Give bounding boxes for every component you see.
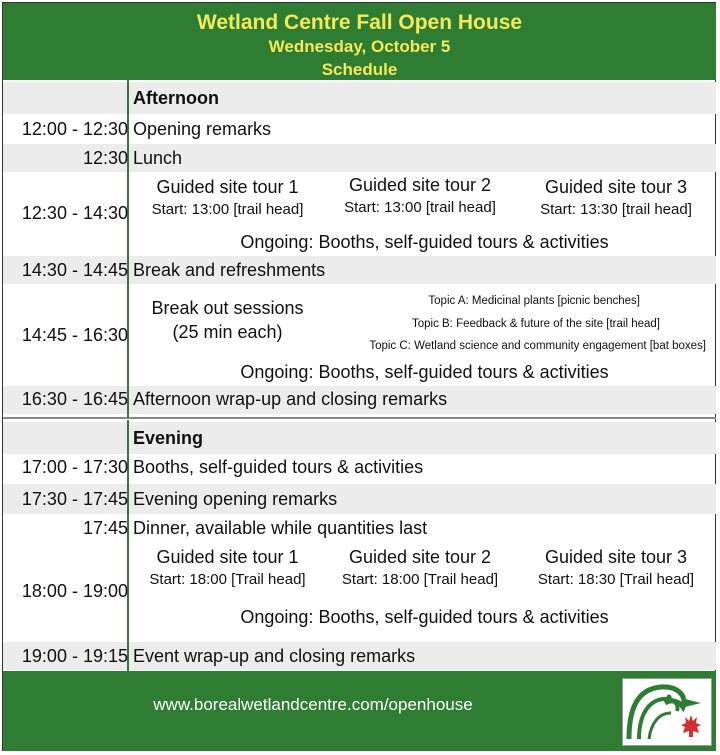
time-cell: 17:30 - 17:45 xyxy=(21,489,128,509)
tour-name: Guided site tour 3 xyxy=(544,177,688,197)
afternoon-header-row xyxy=(3,82,716,114)
time-cell: 14:45 - 16:30 xyxy=(21,325,128,345)
time-cell: 19:00 - 19:15 xyxy=(21,646,128,666)
schedule-header xyxy=(3,3,716,80)
tour-start: Start: 18:00 [Trail head] xyxy=(341,571,499,588)
tour-name: Guided site tour 2 xyxy=(348,547,492,567)
schedule-subtitle: Schedule xyxy=(321,60,398,79)
ongoing-note: Ongoing: Booths, self-guided tours & activities xyxy=(240,232,609,252)
tour-item xyxy=(526,547,706,588)
tour-name: Guided site tour 3 xyxy=(544,547,688,567)
tour-name: Guided site tour 2 xyxy=(348,175,492,195)
breakout-title xyxy=(140,296,315,344)
tour-start: Start: 18:30 [Trail head] xyxy=(537,571,695,588)
logo-graphic xyxy=(623,679,711,745)
breakout-line: (25 min each) xyxy=(172,322,283,342)
time-cell: 16:30 - 16:45 xyxy=(21,389,128,409)
activity-cell: Lunch xyxy=(133,148,183,168)
tour-start: Start: 13:00 [trail head] xyxy=(151,201,304,218)
section-title-afternoon: Afternoon xyxy=(133,88,219,108)
topic-item: Topic C: Wetland science and community engagement [bat boxes] xyxy=(369,340,706,352)
website-link[interactable]: www.borealwetlandcentre.com/openhouse xyxy=(153,695,473,714)
time-cell: 14:30 - 14:45 xyxy=(21,260,128,280)
tour-item xyxy=(140,177,315,218)
time-cell: 12:00 - 12:30 xyxy=(21,119,128,139)
activity-cell: Opening remarks xyxy=(133,119,272,139)
activity-cell: Booths, self-guided tours & activities xyxy=(133,457,424,477)
breakout-line: Break out sessions xyxy=(151,298,304,318)
activity-cell: Break and refreshments xyxy=(133,260,326,280)
ongoing-note: Ongoing: Booths, self-guided tours & activities xyxy=(240,607,609,627)
section-title-evening: Evening xyxy=(133,428,204,448)
tour-start: Start: 13:00 [trail head] xyxy=(344,199,496,216)
tour-item xyxy=(140,547,315,588)
tour-start: Start: 13:30 [trail head] xyxy=(540,201,692,218)
time-cell: 17:00 - 17:30 xyxy=(21,457,128,477)
schedule-footer xyxy=(3,671,716,751)
activity-cell: Afternoon wrap-up and closing remarks xyxy=(133,389,448,409)
topic-item: Topic A: Medicinal plants [picnic benches] xyxy=(428,295,640,307)
activity-cell: Evening opening remarks xyxy=(133,489,338,509)
topic-item: Topic B: Feedback & future of the site [trail head] xyxy=(411,318,660,330)
ongoing-note: Ongoing: Booths, self-guided tours & activities xyxy=(240,362,609,382)
tour-item xyxy=(526,177,706,218)
tour-start: Start: 18:00 [Trail head] xyxy=(149,571,306,588)
time-cell: 12:30 xyxy=(82,148,128,168)
section-divider xyxy=(3,417,716,419)
duck-logo-with-canadian-flag-icon xyxy=(622,678,712,746)
activity-cell: Event wrap-up and closing remarks xyxy=(133,646,416,666)
page-title: Wetland Centre Fall Open House xyxy=(196,11,523,34)
event-date: Wednesday, October 5 xyxy=(268,37,451,56)
time-cell: 12:30 - 14:30 xyxy=(21,203,128,223)
time-cell: 17:45 xyxy=(82,518,128,538)
evening-header-row xyxy=(3,422,716,454)
tour-item xyxy=(330,547,510,588)
time-cell: 18:00 - 19:00 xyxy=(21,581,128,601)
tour-item xyxy=(330,175,510,216)
tour-name: Guided site tour 1 xyxy=(156,547,299,567)
activity-cell: Dinner, available while quantities last xyxy=(133,518,428,538)
tour-name: Guided site tour 1 xyxy=(156,177,299,197)
